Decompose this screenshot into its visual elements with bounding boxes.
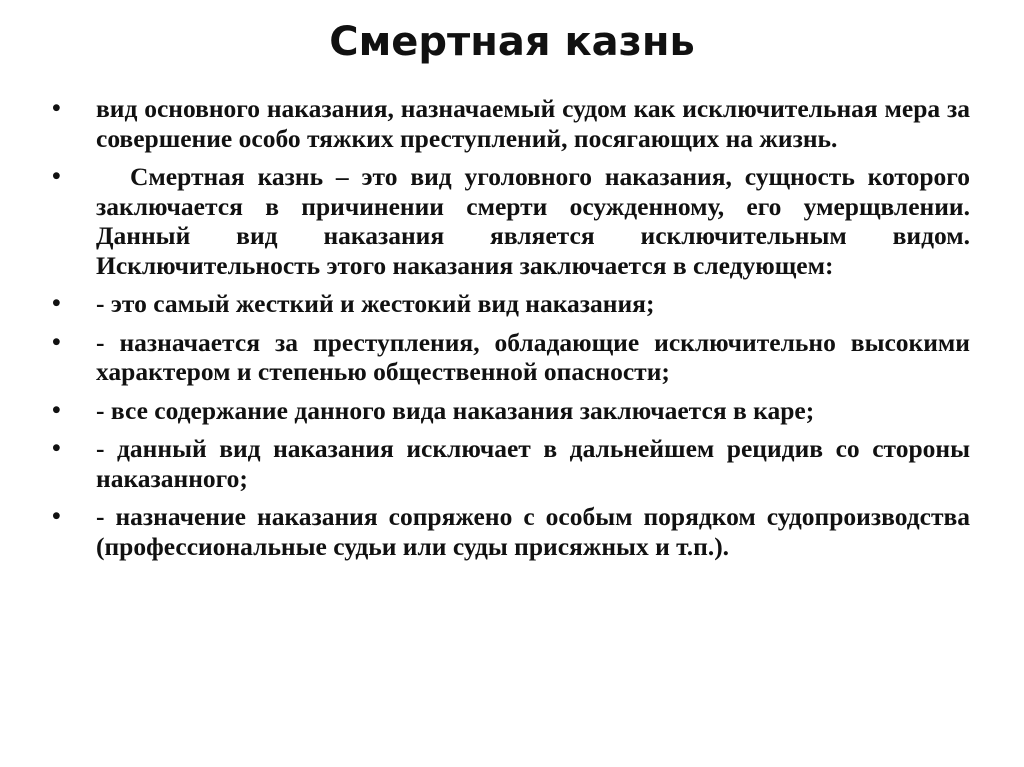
bullet-marker: • — [52, 503, 61, 530]
bullet-item-5 — [52, 396, 970, 426]
bullet-marker: • — [52, 163, 61, 190]
slide-title: Смертная казнь — [329, 19, 695, 65]
bullet-item-7 — [52, 502, 970, 561]
bullet-marker: • — [52, 95, 61, 122]
bullet-item-6 — [52, 434, 970, 493]
bullet-item-3 — [52, 289, 970, 319]
bullet-marker: • — [52, 328, 61, 356]
bullet-text-2: Смертная казнь – это вид уголовного наказания, сущность которого заключается в причинении смерти осужденному, его умерщвлении. Данный вид наказания является исключительным видом. Исключительность этого наказания заключается в следующем: — [96, 162, 970, 280]
bullet-text-4: - назначается за преступления, обладающие исключительно высокими характером и степенью общественной опасности; — [96, 327, 970, 386]
bullet-item-2 — [52, 162, 970, 280]
bullet-item-1 — [52, 94, 970, 153]
bullet-text-1: вид основного наказания, назначаемый судом как исключительная мера за совершение особо тяжких преступлений, посягающих на жизнь. — [96, 94, 970, 153]
bullet-list — [52, 94, 970, 570]
bullet-text-6: - данный вид наказания исключает в дальнейшем рецидив со стороны наказанного; — [96, 434, 970, 493]
bullet-text-3: - это самый жесткий и жестокий вид наказания; — [96, 289, 655, 318]
bullet-marker: • — [52, 290, 61, 317]
bullet-marker: • — [52, 396, 61, 424]
bullet-text-7: - назначение наказания сопряжено с особым порядком судопроизводства (профессиональные судьи или суды присяжных и т.п.). — [96, 502, 970, 561]
bullet-text-5: - все содержание данного вида наказания заключается в каре; — [96, 395, 815, 425]
bullet-marker: • — [52, 435, 61, 462]
bullet-item-4 — [52, 328, 970, 387]
